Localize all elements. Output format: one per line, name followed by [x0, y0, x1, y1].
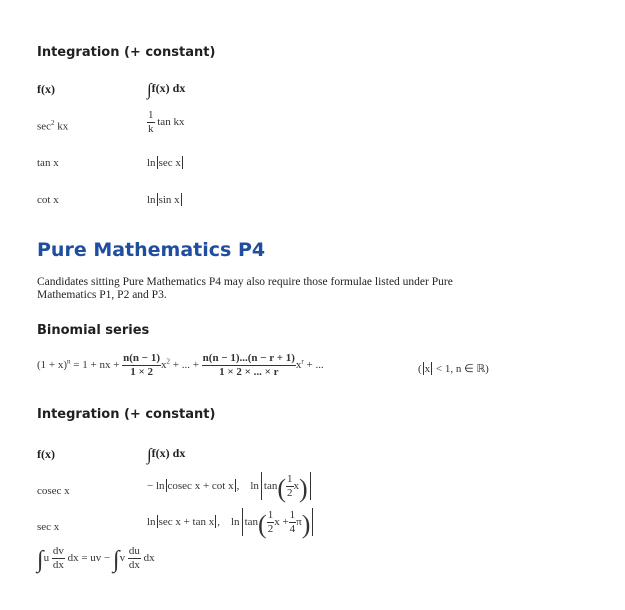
ln-text: ln	[147, 157, 156, 169]
row-int-sec2kx	[147, 110, 184, 135]
intro-paragraph: Candidates sitting Pure Mathematics P4 may also require those formulae listed under Pure Mathematics P1, P2 and P3.	[37, 276, 453, 301]
cosec-body: cosec x + cot x	[167, 480, 234, 492]
fraction-1-over-k	[147, 110, 155, 135]
dots: + ... +	[170, 359, 202, 372]
integral-symbol: ∫	[147, 445, 152, 464]
frac-den: dx	[52, 559, 64, 571]
du-dx	[128, 546, 141, 571]
u-text: u	[43, 552, 50, 565]
integration-by-parts	[37, 546, 155, 574]
minus-ln: − ln	[147, 480, 165, 492]
frac-den: 4	[289, 522, 296, 535]
cond-open: (	[418, 363, 422, 375]
row-int-secx: ln sec x + tan x , ln tan( $\frac{1}{2}$ x + $\frac{1}{4}$ π)	[147, 508, 315, 540]
row-int-cosecx: − ln cosec x + cot x , ln tan( $\frac{1}{2}$ x)	[147, 472, 313, 504]
abs-body: sec x	[158, 157, 181, 169]
sec-body: sec x + tan x	[158, 516, 215, 528]
cond-x: x	[424, 363, 431, 375]
integral-symbol: ∫	[147, 80, 152, 99]
sec-text: sec	[37, 120, 52, 133]
ln-text: ln	[250, 480, 259, 492]
row-int-tanx	[147, 156, 184, 169]
comma: ,	[236, 480, 240, 492]
frac-num: 1	[287, 472, 293, 485]
row-int-cotx	[147, 193, 183, 206]
v-text: v	[119, 552, 126, 565]
comma: ,	[217, 516, 220, 528]
kx-text: kx	[54, 120, 69, 133]
integral-label: f(x) dx	[151, 81, 186, 95]
eq: = 1 + nx +	[70, 359, 123, 372]
x2: x	[161, 359, 167, 372]
row-f-secx: sec x	[37, 521, 60, 533]
xr: x	[295, 359, 302, 372]
frac-num: du	[128, 545, 140, 557]
frac1-den: 1 × 2	[130, 366, 153, 378]
frac-num: 1	[267, 508, 274, 521]
frac2-num: n(n − 1)...(n − r + 1)	[202, 352, 295, 364]
frac-den: 2	[267, 522, 274, 535]
ln-text-2: ln	[231, 516, 240, 528]
integral-label: f(x) dx	[151, 446, 186, 460]
column-header-integral	[147, 80, 185, 100]
cond-rest: < 1, n ∈ ℝ)	[433, 363, 489, 375]
section-heading-integration-1: Integration (+ constant)	[37, 45, 216, 60]
frac-num: 1	[148, 109, 154, 121]
frac-den: 2	[287, 486, 293, 499]
lhs: (1 + x)	[37, 359, 68, 372]
page-title-p4: Pure Mathematics P4	[37, 239, 266, 261]
power-r: r	[301, 357, 304, 366]
frac-num: dv	[52, 545, 64, 557]
abs-body: sin x	[158, 194, 180, 206]
row-f-cotx: cot x	[37, 194, 59, 206]
section-heading-binomial: Binomial series	[37, 323, 150, 338]
binomial-formula	[37, 353, 324, 378]
frac-den: dx	[128, 559, 140, 571]
column-header-f: f(x)	[37, 82, 55, 96]
parts-mid: dx = uv −	[64, 552, 113, 565]
column-header-f-2: f(x)	[37, 447, 55, 461]
row-f-sec2kx	[37, 119, 68, 133]
tan-text: tan	[263, 480, 278, 492]
tan-kx: tan kx	[157, 116, 185, 129]
binomial-frac2	[202, 353, 296, 378]
row-f-tanx: tan x	[37, 157, 59, 169]
column-header-integral-2	[147, 445, 185, 465]
pi-text: π	[296, 516, 302, 528]
binomial-condition	[418, 362, 489, 375]
frac-den: k	[148, 123, 154, 135]
x-text: x	[293, 480, 300, 492]
fraction-half	[286, 474, 294, 499]
ln-text: ln	[147, 194, 156, 206]
frac-num: 1	[289, 508, 296, 521]
tan-text: tan	[244, 516, 259, 528]
tail: + ...	[303, 359, 324, 372]
section-heading-integration-2: Integration (+ constant)	[37, 407, 216, 422]
binomial-frac1	[122, 353, 161, 378]
parts-end: dx	[140, 552, 155, 565]
integral-symbol-2: ∫	[113, 547, 120, 574]
frac1-num: n(n − 1)	[123, 352, 160, 364]
ln-text: ln	[147, 516, 156, 528]
x-plus: x +	[274, 516, 289, 528]
row-f-cosecx: cosec x	[37, 485, 70, 497]
power-2: 2	[166, 357, 170, 366]
sec-power: 2	[51, 119, 55, 127]
frac2-den: 1 × 2 × ... × r	[219, 366, 279, 378]
dv-dx	[52, 546, 65, 571]
integral-symbol: ∫	[37, 547, 44, 574]
power-n: n	[67, 357, 71, 366]
